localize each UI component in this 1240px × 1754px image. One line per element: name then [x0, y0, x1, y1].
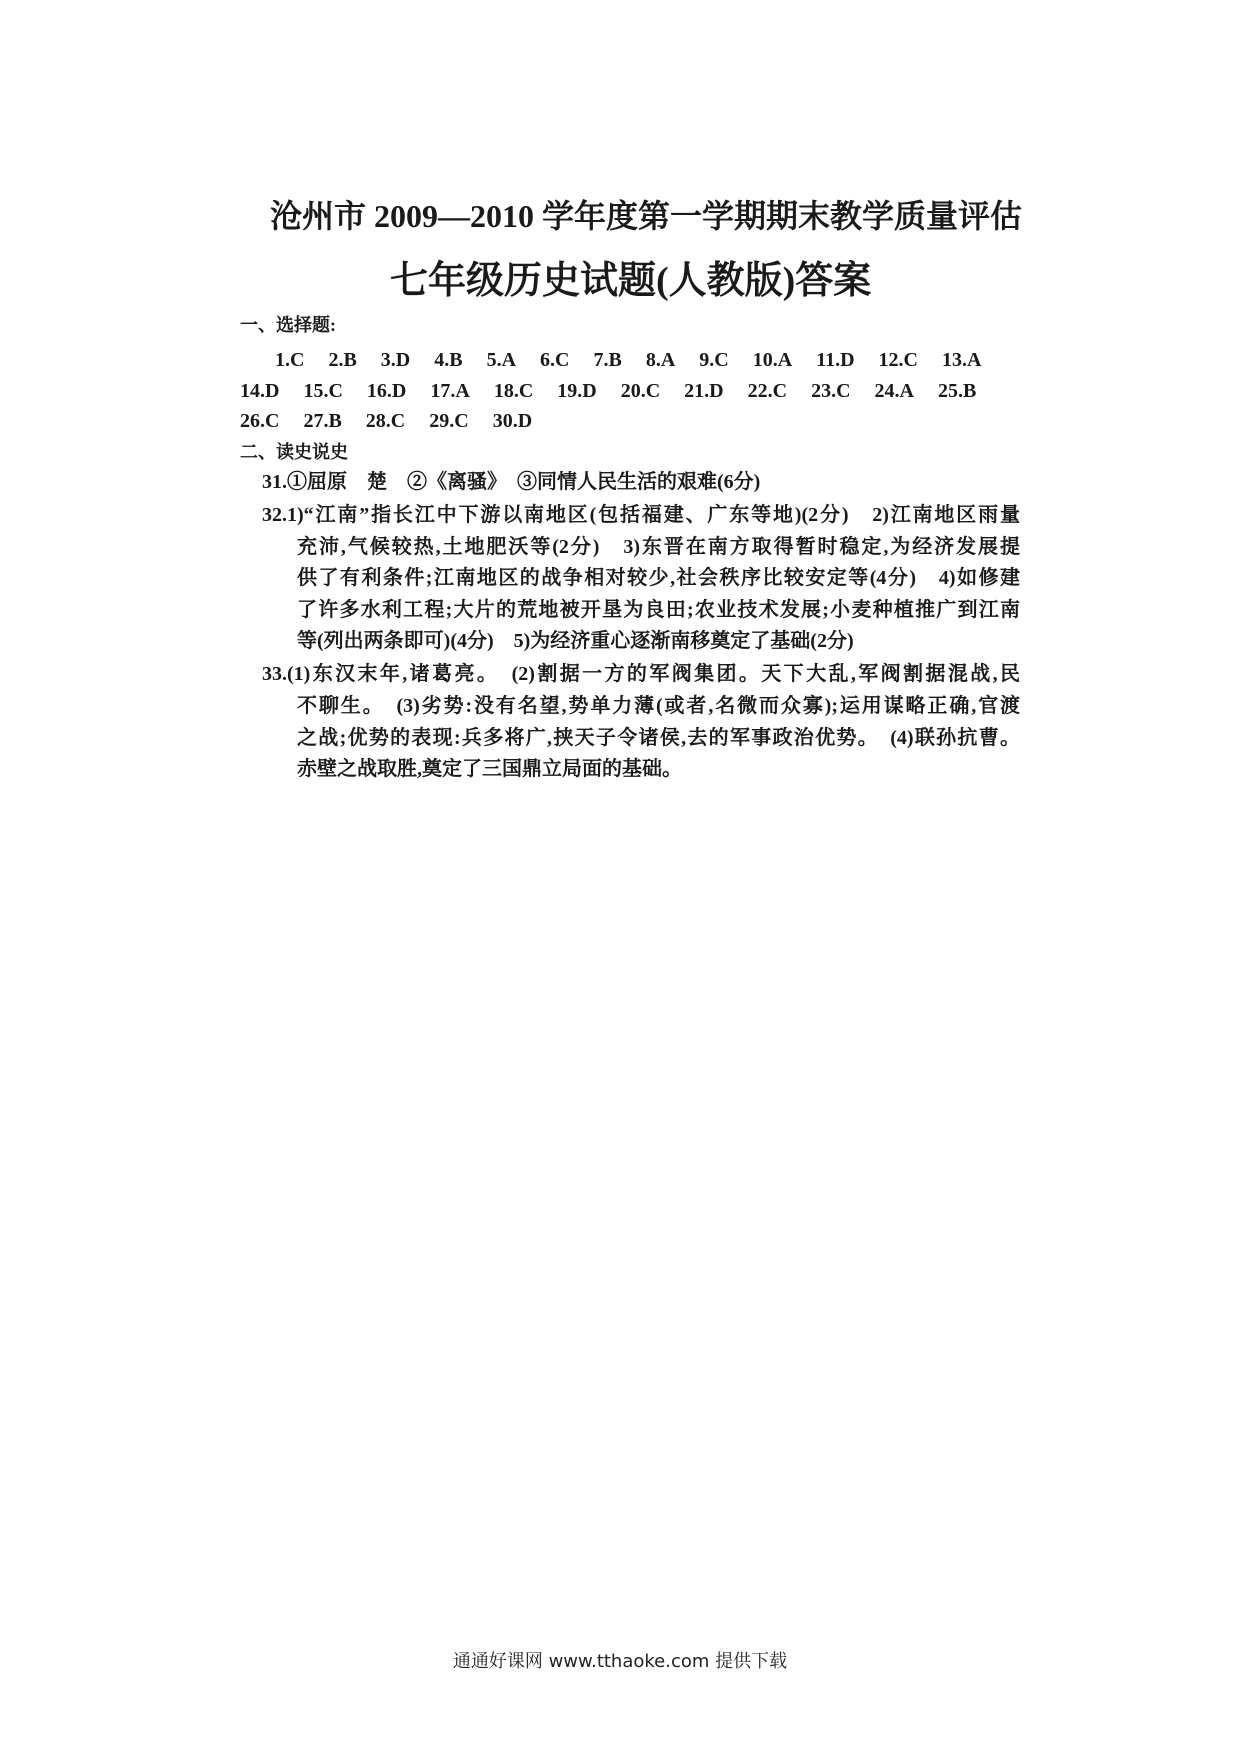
- answer-item: 12.C: [878, 349, 918, 371]
- answer-item: 24.A: [874, 380, 914, 402]
- answer-item: 29.C: [429, 410, 469, 432]
- answer-item: 26.C: [240, 410, 280, 432]
- answer-item: 1.C: [275, 349, 305, 371]
- answer-item: 8.A: [645, 349, 676, 371]
- answer-item: 28.C: [365, 410, 406, 432]
- answer-item: 25.B: [937, 380, 977, 402]
- answer-item: 7.B: [593, 349, 622, 371]
- q32-line-4: 了许多水利工程;大片的荒地被开垦为良田;农业技术发展;小麦种植推广到江南: [297, 599, 1020, 621]
- answer-item: 14.D: [240, 380, 280, 402]
- answer-item: 20.C: [620, 380, 661, 402]
- answer-item: 3.D: [380, 349, 411, 371]
- answer-item: 17.A: [430, 380, 470, 402]
- document-subtitle: 七年级历史试题(人教版)答案: [390, 260, 872, 302]
- section-heading-choice: 一、选择题:: [240, 315, 336, 335]
- q33-line-2: 不聊生。 (3)劣势:没有名望,势单力薄(或者,名微而众寡);运用谋略正确,官渡: [297, 695, 1020, 717]
- answer-row-2: [240, 377, 976, 405]
- answer-item: 6.C: [540, 349, 570, 371]
- document-title: 沧州市 2009—2010 学年度第一学期期末教学质量评估: [270, 198, 1023, 234]
- footer-credit: 通通好课网 www.tthaoke.com 提供下载: [452, 1651, 788, 1672]
- answer-item: 5.A: [486, 349, 517, 371]
- answer-item: 23.C: [811, 380, 851, 402]
- answer-item: 18.C: [493, 380, 534, 402]
- answer-item: 4.B: [434, 349, 463, 371]
- q32-line-1: 32.1)“江南”指长江中下游以南地区(包括福建、广东等地)(2分) 2)江南地区雨量: [262, 504, 1020, 526]
- answer-item: 10.A: [752, 349, 793, 371]
- answer-item: 13.A: [942, 349, 982, 371]
- answer-item: 30.D: [492, 410, 533, 432]
- answer-item: 9.C: [699, 349, 729, 371]
- q31-line: 31.①屈原 楚 ②《离骚》 ③同情人民生活的艰难(6分): [262, 471, 761, 493]
- answer-item: 19.D: [557, 380, 597, 402]
- q32-line-5: 等(列出两条即可)(4分) 5)为经济重心逐渐南移奠定了基础(2分): [297, 630, 854, 652]
- answer-row-1: [275, 346, 981, 374]
- section-heading-reading: 二、读史说史: [240, 442, 348, 462]
- q32-line-3: 供了有利条件;江南地区的战争相对较少,社会秩序比较安定等(4分) 4)如修建: [297, 567, 1020, 589]
- q33-line-1: 33.(1)东汉末年,诸葛亮。 (2)割据一方的军阀集团。天下大乱,军阀割据混战,民: [262, 663, 1020, 685]
- answer-item: 27.B: [303, 410, 342, 432]
- q32-line-2: 充沛,气候较热,土地肥沃等(2分) 3)东晋在南方取得暂时稳定,为经济发展提: [297, 536, 1020, 558]
- answer-item: 15.C: [303, 380, 343, 402]
- answer-item: 11.D: [816, 349, 855, 371]
- q33-line-3: 之战;优势的表现:兵多将广,挟天子令诸侯,去的军事政治优势。 (4)联孙抗曹。: [297, 727, 1020, 749]
- answer-item: 16.D: [366, 380, 407, 402]
- answer-item: 2.B: [328, 349, 357, 371]
- answer-row-3: [240, 407, 532, 435]
- answer-item: 22.C: [747, 380, 788, 402]
- q33-line-4: 赤壁之战取胜,奠定了三国鼎立局面的基础。: [297, 758, 682, 780]
- answer-item: 21.D: [684, 380, 724, 402]
